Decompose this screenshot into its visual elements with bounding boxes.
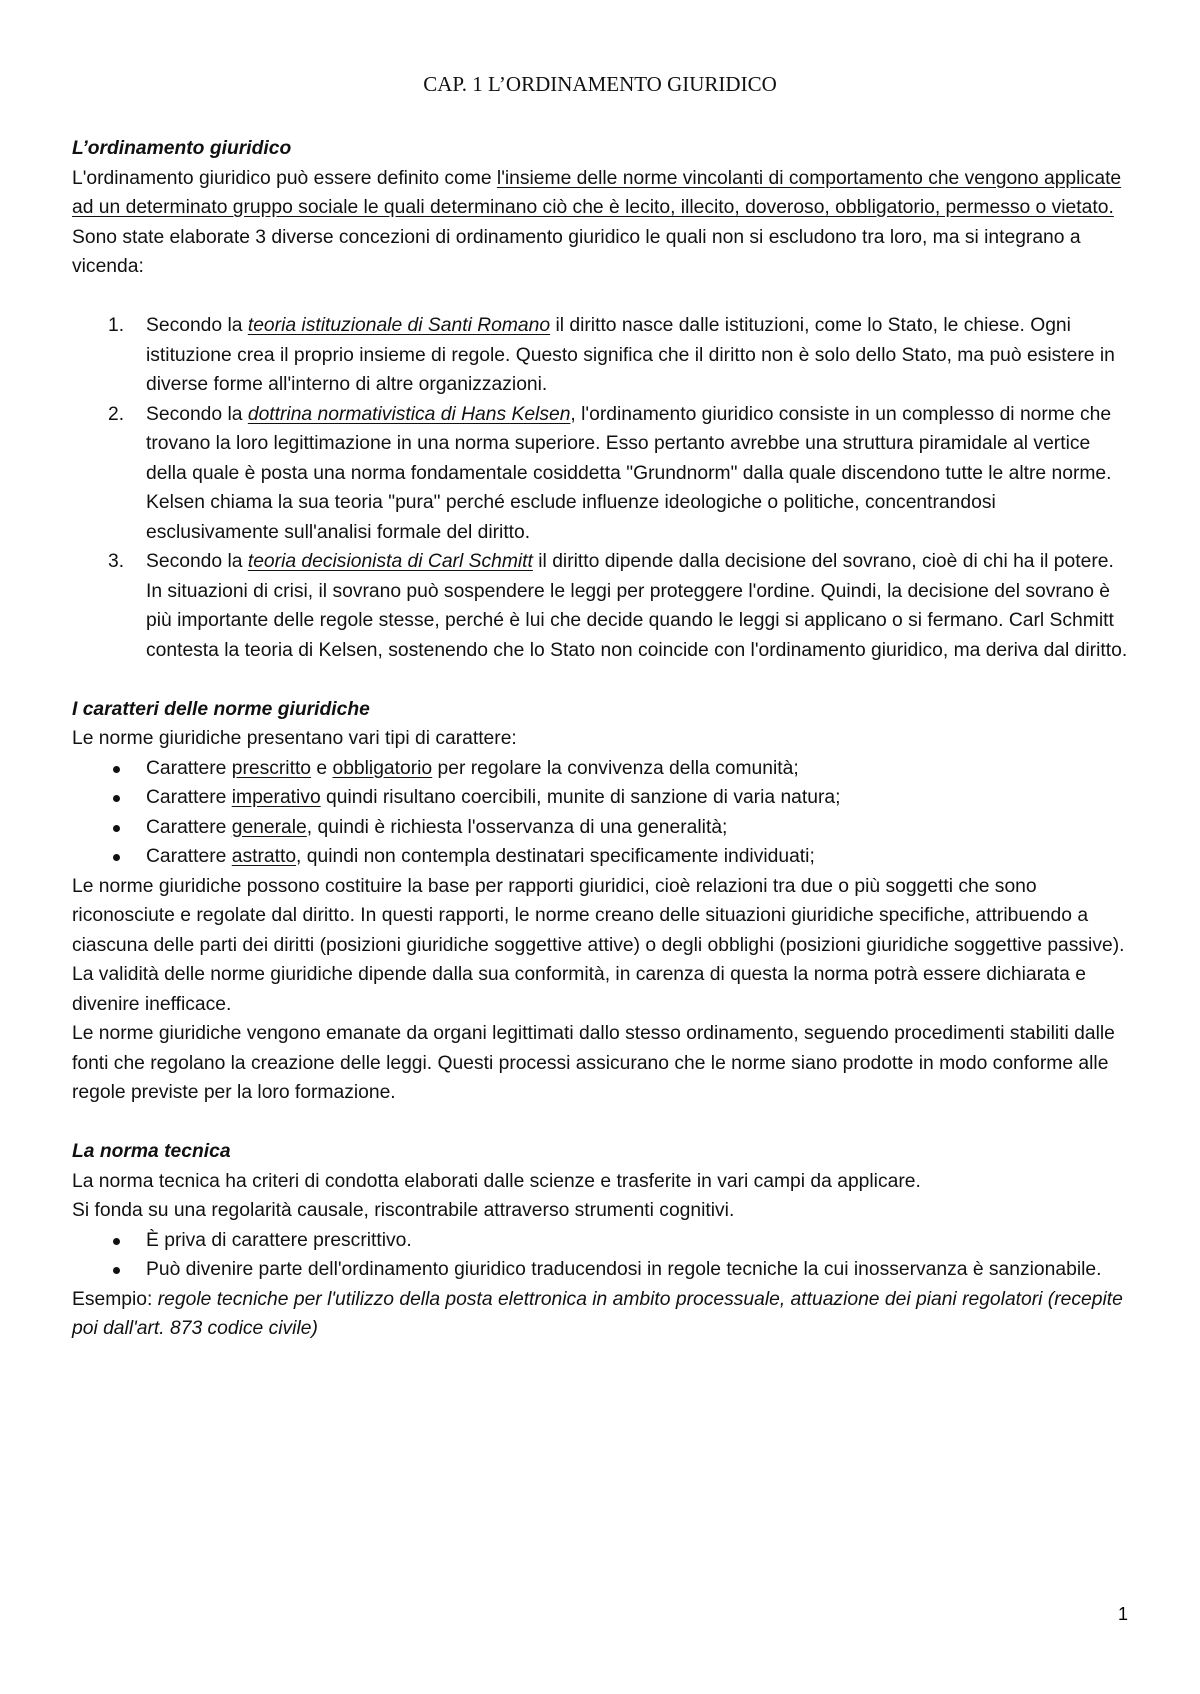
paragraph-esempio [72,1285,1128,1344]
bullet-icon [113,766,120,773]
section-heading-caratteri: I caratteri delle norme giuridiche [72,698,370,720]
section-heading-ordinamento: L’ordinamento giuridico [72,138,292,159]
list-item-text: Secondo la [146,315,248,336]
list-item-text: e [311,757,333,779]
list-item-text: Carattere [146,787,232,808]
list-item [72,842,1128,872]
paragraph-validita: La validità delle norme giuridiche dipende dalla sua conformità, in carenza di questa la norma potrà essere dichiarata e divenire inefficace. [72,964,1086,1015]
list-item-text: È priva di carattere prescrittivo. [146,1229,412,1251]
list-item-text: per regolare la convivenza della comunità; [432,757,799,779]
list-item-text: , quindi è richiesta l'osservanza di una generalità; [306,816,728,838]
paragraph-definition [72,164,1128,223]
underlined-term: generale [231,816,307,838]
bullet-icon [113,825,120,832]
bullet-list-caratteri [72,754,1128,872]
list-item-text: Carattere [146,846,232,867]
list-item [72,1255,1128,1285]
paragraph-criteri: La norma tecnica ha criteri di condotta elaborati dalle scienze e trasferite in vari campi da applicare. [72,1170,921,1192]
list-number: 1. [108,315,125,336]
numbered-list-theories [72,311,1128,665]
list-item [72,547,1128,665]
underlined-term: obbligatorio [332,757,433,779]
list-item [72,813,1128,843]
list-item-text: quindi risultano coercibili, munite di sanzione di varia natura; [320,787,841,808]
list-item [72,311,1128,400]
paragraph-intro-caratteri: Le norme giuridiche presentano vari tipi di carattere: [72,728,517,749]
list-item-text: , l'ordinamento giuridico consiste in un complesso di norme che trovano la loro legittimazione in una norma superiore. Esso pertanto avrebbe una struttura piramidale al vertice della quale è posta una norma fondamentale cosiddetta "Grundnorm" dalla quale discendono tutte le altre norme. Kelsen chiama la sua teoria "pura" perché esclude influenze ideologiche o politiche, concentrandosi esclusivamente sull'analisi formale del diritto. [146,403,1112,543]
paragraph-regolarita: Si fonda su una regolarità causale, riscontrabile attraverso strumenti cognitivi. [72,1200,735,1221]
underlined-term: astratto [231,846,297,867]
bullet-icon [113,1238,120,1245]
list-item-text: Può divenire parte dell'ordinamento giuridico traducendosi in regole tecniche la cui inosservanza è sanzionabile. [146,1259,1102,1280]
list-item-text: il diritto dipende dalla decisione del sovrano, cioè di chi ha il potere. In situazioni di crisi, il sovrano può sospendere le leggi per proteggere l'ordine. Quindi, la decisione del sovrano è più importante delle regole stesse, perché è lui che decide quando le leggi si applicano o si fermano. Carl Schmitt contesta la teoria di Kelsen, sostenendo che lo Stato non coincide con l'ordinamento giuridico, ma deriva dal diritto. [146,551,1128,661]
list-number: 2. [108,403,125,425]
bullet-icon [113,854,120,861]
list-item-text: Carattere [146,757,232,779]
list-item [72,783,1128,813]
example-text: regole tecniche per l'utilizzo della posta elettronica in ambito processuale, attuazione dei piani regolatori (recepite poi dall'art. 873 codice civile) [72,1288,1123,1339]
underlined-term: prescritto [231,757,312,779]
paragraph-concezioni: Sono state elaborate 3 diverse concezioni di ordinamento giuridico le quali non si escludono tra loro, ma si integrano a vicenda: [72,226,1081,277]
list-item [72,400,1128,548]
list-item-text: Secondo la [146,403,248,425]
list-item-text: Carattere [146,816,232,838]
list-number: 3. [108,551,125,572]
paragraph-rapporti: Le norme giuridiche possono costituire la base per rapporti giuridici, cioè relazioni tra due o più soggetti che sono riconosciute e regolate dal diritto. In questi rapporti, le norme creano delle situazioni giuridiche specifiche, attribuendo a ciascuna delle parti dei diritti (posizioni giuridiche soggettive attive) o degli obblighi (posizioni giuridiche soggettive passive). [72,875,1125,956]
underlined-term: imperativo [231,787,321,808]
list-item-text: il diritto nasce dalle istituzioni, come lo Stato, le chiese. Ogni istituzione crea il proprio insieme di regole. Questo significa che il diritto non è solo dello Stato, ma può esistere in diverse forme all'interno di altre organizzazioni. [146,315,1115,395]
list-item-text: Secondo la [146,551,248,572]
example-label: Esempio: [72,1288,158,1310]
bullet-list-norma-tecnica [72,1226,1128,1285]
bullet-icon [113,1267,120,1274]
list-item [72,1226,1128,1256]
paragraph-emanazione: Le norme giuridiche vengono emanate da organi legittimati dallo stesso ordinamento, seguendo procedimenti stabiliti dalle fonti che regolano la creazione delle leggi. Questi processi assicurano che le norme siano prodotte in modo conforme alle regole previste per la loro formazione. [72,1023,1115,1103]
chapter-title: CAP. 1 L’ORDINAMENTO GIURIDICO [423,72,777,96]
definition-text: L'ordinamento giuridico può essere definito come [72,167,497,189]
bullet-icon [113,795,120,802]
definition-underlined: l'insieme delle norme vincolanti di comportamento che vengono applicate ad un determinato gruppo sociale le quali determinano ciò che è lecito, illecito, doveroso, obbligatorio, permesso o vietato. [72,167,1122,218]
section-heading-norma-tecnica: La norma tecnica [72,1141,231,1162]
theory-term: teoria decisionista di Carl Schmitt [247,551,533,572]
theory-term: dottrina normativistica di Hans Kelsen [247,403,571,425]
list-item-text: , quindi non contempla destinatari specificamente individuati; [296,846,815,867]
page-number: 1 [1117,1604,1128,1624]
list-item [72,754,1128,784]
theory-term: teoria istituzionale di Santi Romano [247,315,551,336]
